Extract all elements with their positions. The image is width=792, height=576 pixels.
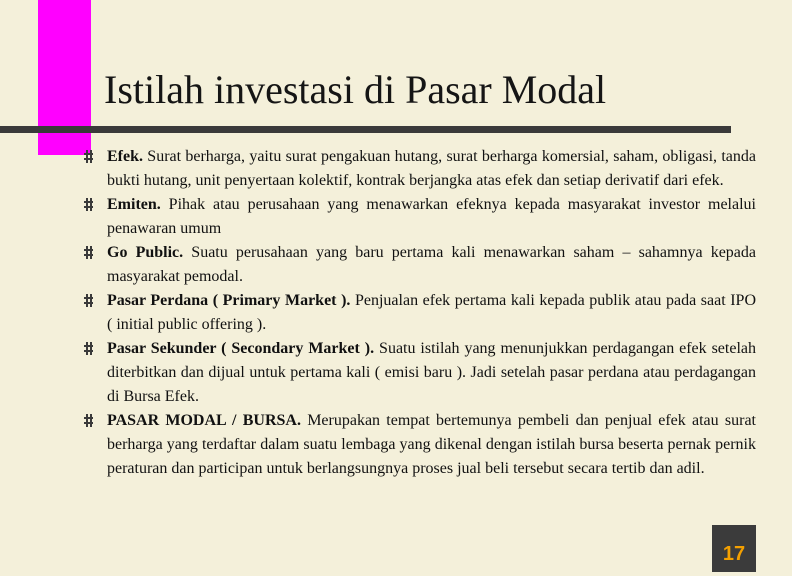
term-definition: Surat berharga, yaitu surat pengakuan hutang, surat berharga komersial, saham, obligasi, tanda bukti hutang, unit penyertaan kolektif, kontrak berjangka atas efek dan setiap derivatif dari efek. [107, 148, 756, 189]
slide-title: Istilah investasi di Pasar Modal [104, 67, 607, 112]
term-label: Go Public. [107, 244, 184, 261]
hash-grid-bullet-icon [84, 150, 93, 163]
term-label: PASAR MODAL / BURSA. [107, 412, 301, 429]
list-item-emiten [84, 193, 756, 241]
title-rule [0, 126, 731, 133]
page-number-badge [712, 525, 756, 572]
term-list [84, 145, 756, 481]
term-definition: Merupakan tempat bertemunya pembeli dan penjual efek atau surat berharga yang terdaftar dalam suatu lembaga yang dikenal dengan istilah bursa beserta pernak pernik peraturan dan participan untuk berlangsungnya proses jual beli tersebut secara tertib dan adil. [107, 412, 756, 477]
term-label: Pasar Perdana ( Primary Market ). [107, 292, 351, 309]
page-number: 17 [722, 543, 746, 565]
list-item-pasar-sekunder [84, 337, 756, 409]
hash-grid-bullet-icon [84, 414, 93, 427]
term-definition: Suatu istilah yang menunjukkan perdagangan efek setelah diterbitkan dan dijual untuk pertama kali ( emisi baru ). Jadi setelah pasar perdana atau perdagangan di Bursa Efek. [107, 340, 757, 405]
hash-grid-bullet-icon [84, 246, 93, 259]
list-item-efek [84, 145, 756, 193]
list-item-go-public [84, 241, 756, 289]
term-definition: Pihak atau perusahaan yang menawarkan efeknya kepada masyarakat investor melalui penawaran umum [107, 196, 756, 237]
term-definition: Penjualan efek pertama kali kepada publik atau pada saat IPO ( initial public offering ). [107, 292, 756, 333]
term-definition: Suatu perusahaan yang baru pertama kali menawarkan saham – sahamnya kepada masyarakat pemodal. [107, 244, 757, 285]
term-label: Pasar Sekunder ( Secondary Market ). [107, 340, 375, 357]
list-item-pasar-modal-bursa [84, 409, 756, 481]
hash-grid-bullet-icon [84, 294, 93, 307]
term-label: Efek. [107, 148, 143, 165]
hash-grid-bullet-icon [84, 342, 93, 355]
term-label: Emiten. [107, 196, 161, 213]
hash-grid-bullet-icon [84, 198, 93, 211]
list-item-pasar-perdana [84, 289, 756, 337]
